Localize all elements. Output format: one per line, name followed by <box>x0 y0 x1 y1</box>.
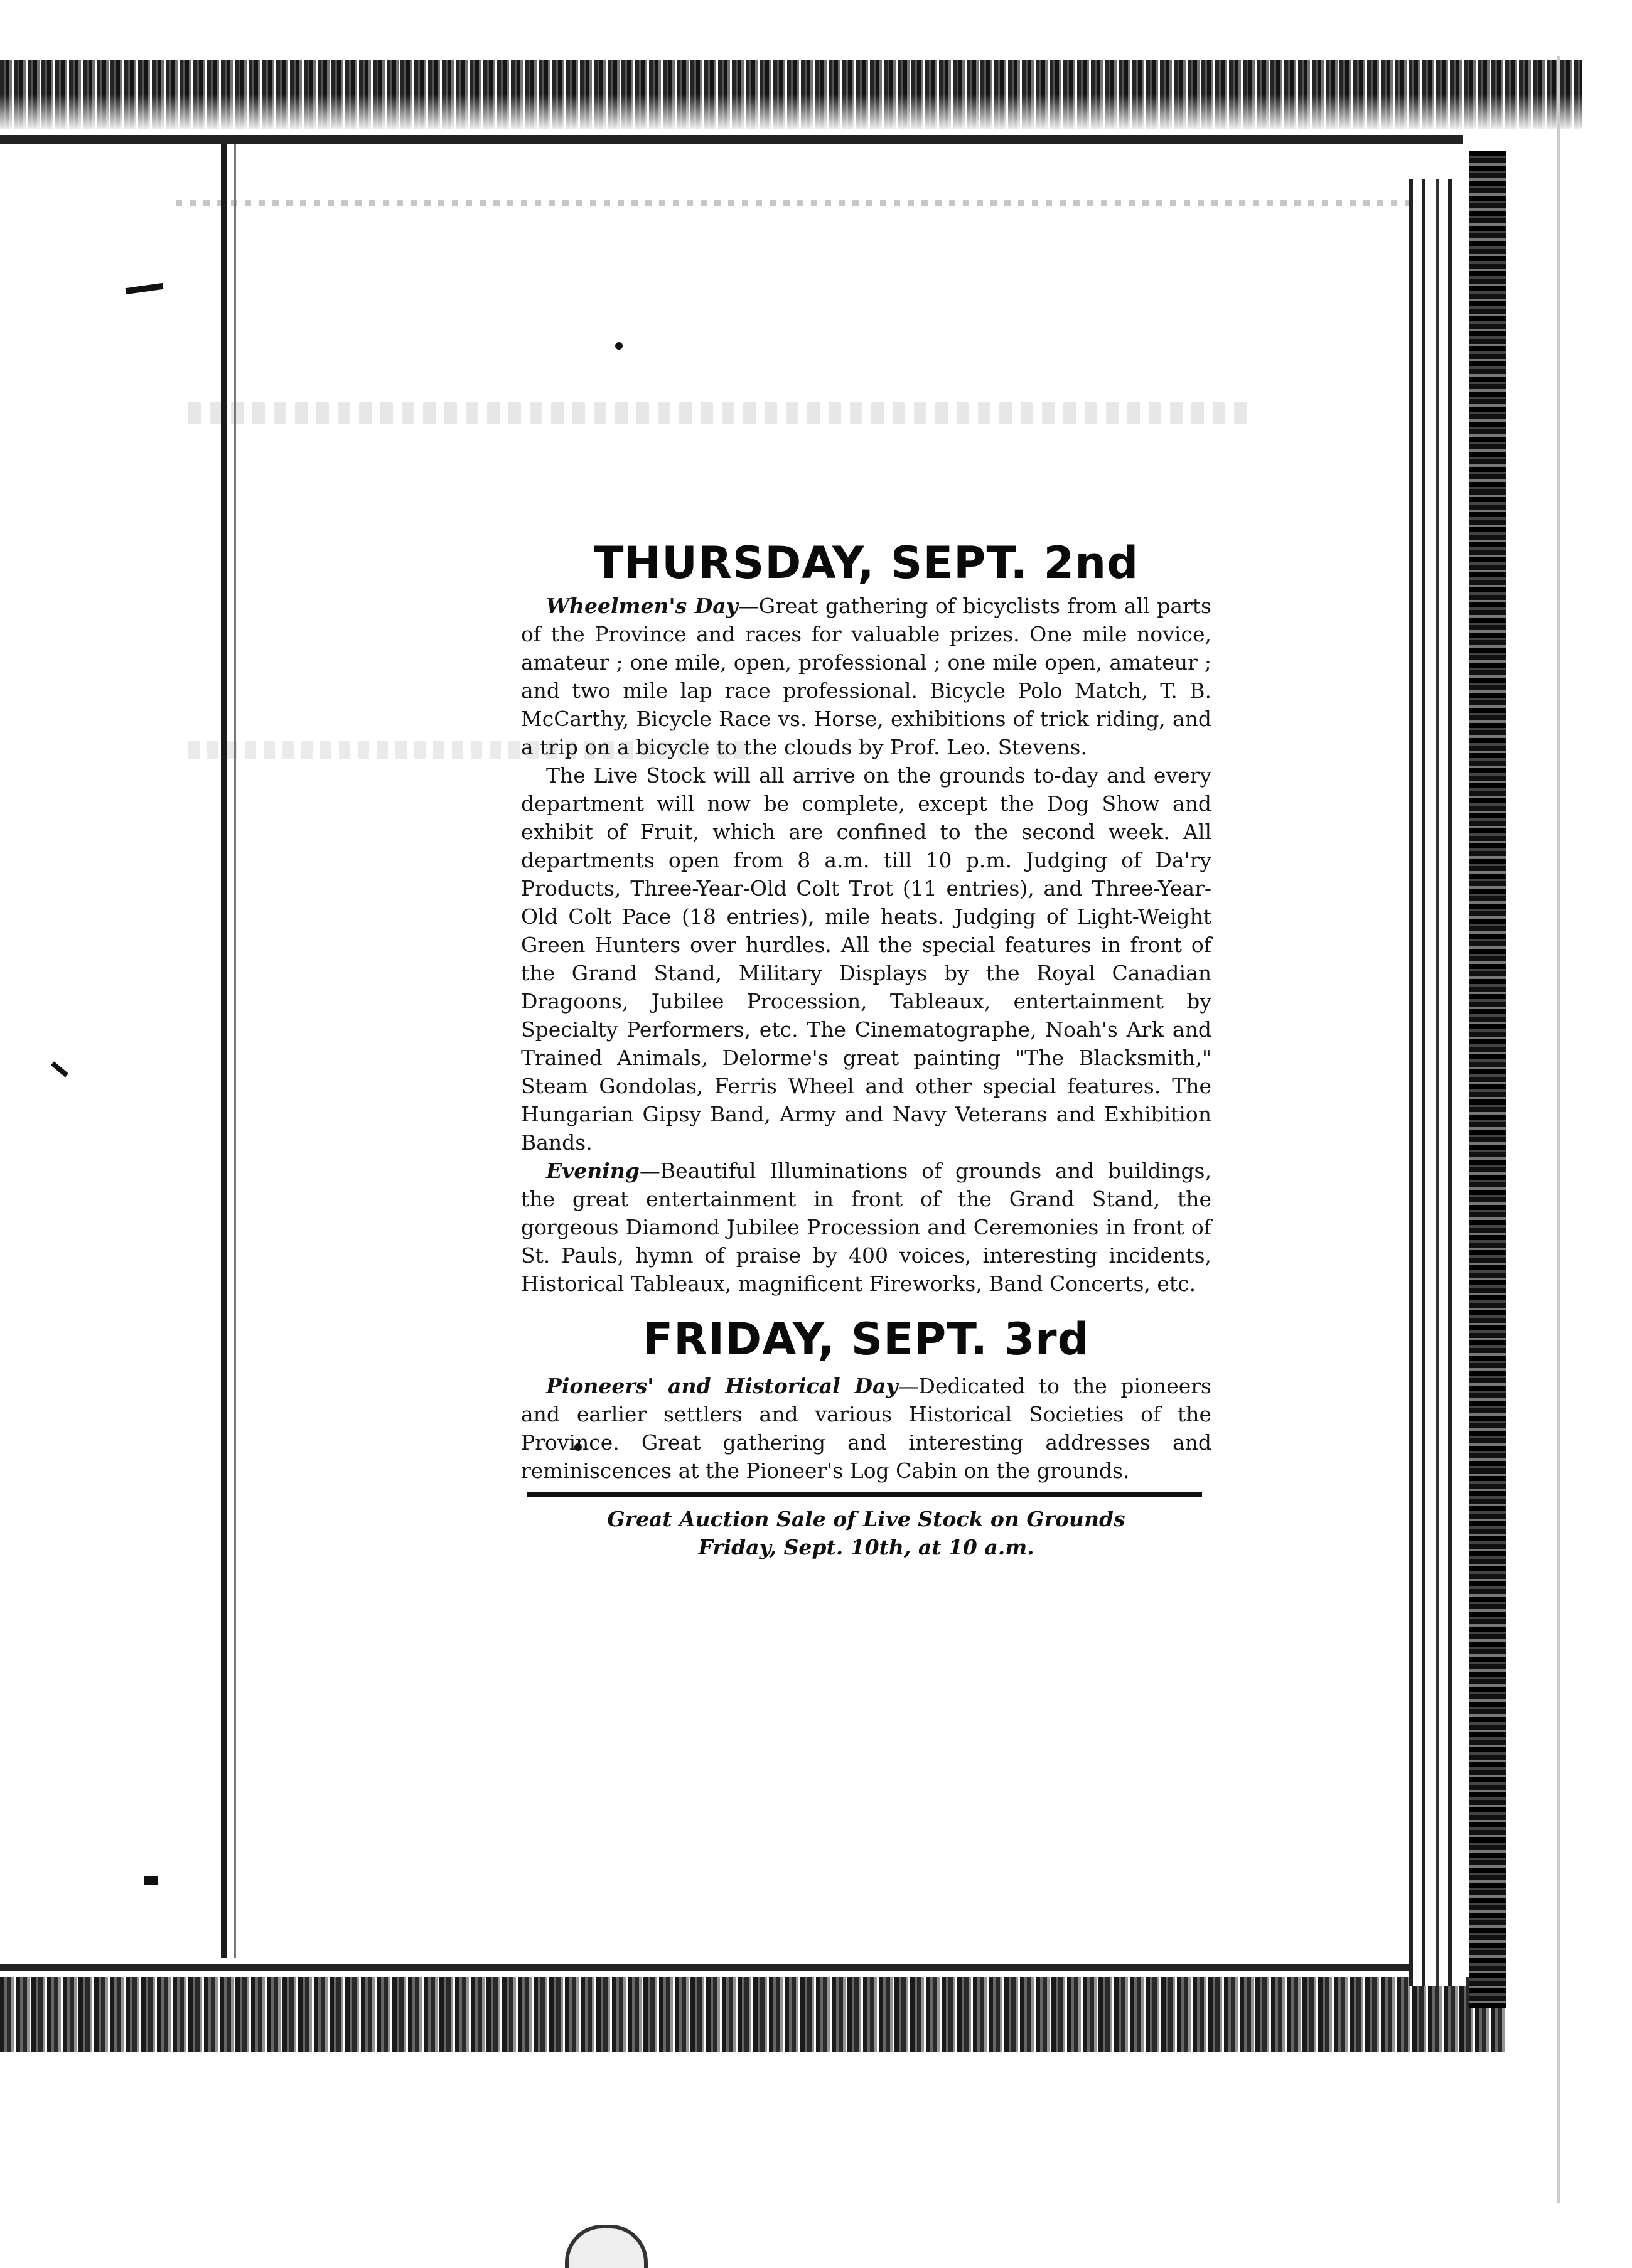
pioneers-day-lead: Pioneers' and Historical Day <box>546 1374 898 1398</box>
stray-ink-mark <box>126 283 164 294</box>
exhibition-program-article <box>521 537 1211 1561</box>
stray-ink-mark <box>144 1876 158 1885</box>
pioneers-day-paragraph <box>521 1372 1211 1485</box>
live-stock-paragraph: The Live Stock will all arrive on the grounds to-day and every department will now be complete, except the Dog Show and exhibit of Fruit, which are confined to the second week. All departments open from 8 a.m. till 10 p.m. Judging of Da'ry Products, Three-Year-Old Colt Trot (11 entries), and Three-Year-Old Colt Pace (18 entries), mile heats. Judging of Light-Weight Green Hunters over hurdles. All the special features in front of the Grand Stand, Military Displays by the Royal Canadian Dragoons, Jubilee Procession, Tableaux, entertainment by Specialty Performers, etc. The Cinematographe, Noah's Ark and Trained Animals, Delorme's great painting "The Blacksmith," Steam Gondolas, Ferris Wheel and other special features. The Hungarian Gipsy Band, Army and Navy Veterans and Exhibition Bands. <box>521 763 1211 1155</box>
wheelmens-day-text: —Great gathering of bicyclists from all parts of the Province and races for valuable prizes. One mile novice, amateur ; one mile, open, professional ; one mile open, amateur ; and two mile lap race professional. Bicycle Polo Match, T. B. McCarthy, Bicycle Race vs. Horse, exhibitions of trick riding, and a trip on a bicycle to the clouds by Prof. Leo. Stevens. <box>521 594 1211 759</box>
auction-notice-line1: Great Auction Sale of Live Stock on Grounds <box>607 1507 1125 1531</box>
bottom-border-rule <box>0 1964 1456 1971</box>
thursday-heading: THURSDAY, SEPT. 2nd <box>593 537 1139 589</box>
top-margin-fade <box>0 94 1582 132</box>
evening-text: —Beautiful Illuminations of grounds and buildings, the great entertainment in front of the Grand Stand, the gorgeous Diamond Jubilee Procession and Ceremonies in front of St. Pauls, hymn of praise by 400 voices, interesting incidents, Historical Tableaux, magnificent Fireworks, Band Concerts, etc. <box>521 1158 1211 1296</box>
stray-ink-mark <box>51 1061 68 1077</box>
stray-dot <box>615 342 623 350</box>
page-edge-shadow <box>1557 56 1560 2203</box>
section-separator-rule <box>527 1492 1202 1497</box>
right-ornamental-border <box>1409 179 1466 1986</box>
pioneers-day-text: —Dedicated to the pioneers and earlier settlers and various Historical Societies of the Province. Great gathering and interesting addresses and reminiscences at the Pioneer's Log Cabin on the grounds. <box>521 1374 1211 1483</box>
left-column-rule-secondary <box>234 144 236 1958</box>
evening-lead: Evening <box>546 1158 640 1183</box>
top-border-rule <box>0 135 1463 144</box>
left-column-rule <box>221 144 227 1958</box>
bottom-margin-scan-band <box>0 1977 1506 2052</box>
right-page-frame <box>1469 151 1506 2008</box>
scan-artifact-blob <box>565 2225 648 2268</box>
faint-bleed-through-line <box>176 200 1494 206</box>
faint-bleed-through-text <box>188 402 1255 424</box>
wheelmens-day-lead: Wheelmen's Day <box>546 594 738 618</box>
wheelmens-day-paragraph <box>521 592 1211 761</box>
auction-notice-line2: Friday, Sept. 10th, at 10 a.m. <box>698 1535 1034 1559</box>
evening-paragraph <box>521 1157 1211 1298</box>
friday-heading: FRIDAY, SEPT. 3rd <box>643 1313 1090 1365</box>
